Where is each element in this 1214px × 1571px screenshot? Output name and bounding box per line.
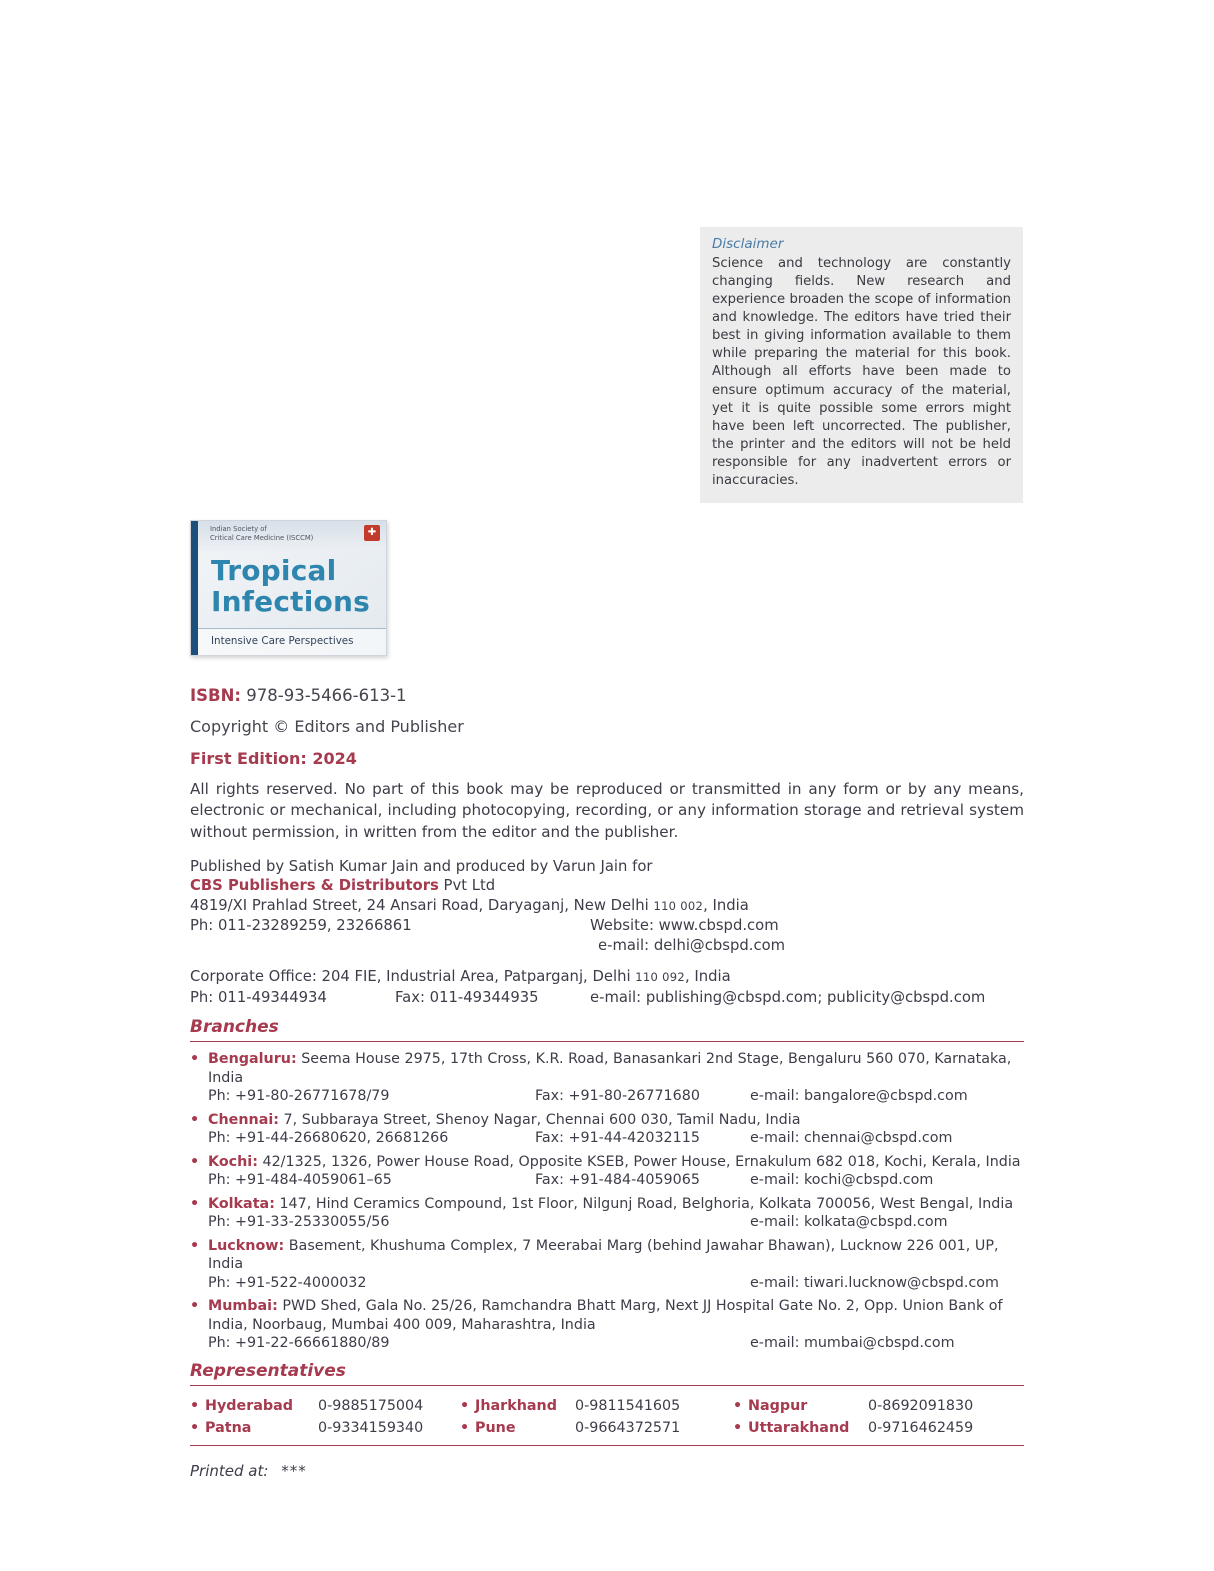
rep-city: Nagpur [748,1397,808,1414]
rep-phone: 0-9885175004 [318,1397,424,1414]
bullet-icon: • [460,1397,470,1414]
publisher-logo-icon: ✚ [364,525,380,541]
publisher-website: Website: www.cbspd.com [590,917,779,935]
branch-city: Mumbai: [208,1298,278,1315]
branch-contact-line [190,1334,1024,1353]
branch-contact-line [190,1213,1024,1232]
branch-item-bengaluru [190,1050,1024,1106]
rep-city: Pune [475,1419,516,1436]
corporate-email: e-mail: publishing@cbspd.com; publicity@cbspd.com [590,988,986,1006]
cover-society-line2: Critical Care Medicine (ISCCM) [210,533,314,542]
book-cover [190,520,387,656]
bullet-icon: • [190,1298,200,1315]
publisher-address-country: , India [703,896,749,914]
branch-email: e-mail: chennai@cbspd.com [750,1130,953,1147]
branch-city: Chennai: [208,1111,279,1128]
branch-address-line [190,1237,1024,1274]
corporate-contact-line [190,988,1024,1008]
cover-title-line1: Tropical [211,554,337,587]
rep-city: Patna [205,1419,252,1436]
printed-at-label: Printed at: [190,1461,269,1480]
branch-city: Kolkata: [208,1195,275,1212]
publisher-name-suffix: Pvt Ltd [443,877,496,895]
isbn-value: 978-93-5466-613-1 [246,686,407,705]
publisher-name-line [190,876,1024,896]
branch-city: Kochi: [208,1153,258,1170]
isbn-line [190,686,1024,705]
rep-city: Jharkhand [475,1397,557,1414]
cover-header [198,521,386,551]
branches-section [190,1017,1024,1353]
rep-phone: 0-9811541605 [575,1397,681,1414]
rep-city-cell [460,1398,575,1414]
rep-phone: 0-9334159340 [318,1419,424,1436]
branch-phone: Ph: +91-522-4000032 [208,1274,367,1291]
branch-address: Basement, Khushuma Complex, 7 Meerabai Marg (behind Jawahar Bhawan), Lucknow 226 001, UP, India [208,1237,999,1273]
corporate-fax: Fax: 011-49344935 [395,988,539,1006]
branch-address: 147, Hind Ceramics Compound, 1st Floor, Nilgunj Road, Belghoria, Kolkata 700056, West Bengal, India [279,1195,1014,1212]
rights-paragraph: All rights reserved. No part of this book may be reproduced or transmitted in any form or by any means, electronic or mechanical, including photocopying, recording, or any information storage and retrieval system without permission, in written from the editor and the publisher. [190,780,1024,841]
bullet-icon: • [190,1419,200,1436]
publisher-block [190,857,1024,956]
branch-fax: Fax: +91-80-26771680 [535,1088,700,1105]
representatives-section [190,1361,1024,1446]
publisher-address-street: 4819/XI Prahlad Street, 24 Ansari Road, Daryaganj, New Delhi [190,896,649,914]
publisher-address [190,896,1024,917]
bullet-icon: • [190,1051,200,1068]
branch-address-line [190,1050,1024,1087]
branch-address-line [190,1153,1024,1172]
bullet-icon: • [190,1237,200,1254]
disclaimer-box [700,227,1023,503]
rep-city-cell [733,1398,868,1414]
publisher-address-pin: 110 002 [653,898,704,913]
rep-phone: 0-9716462459 [868,1419,974,1436]
corporate-phone: Ph: 011-49344934 [190,988,327,1006]
disclaimer-text: Science and technology are constantly changing fields. New research and experience broaden the scope of information and knowledge. The editors have tried their best in giving information available to them while preparing the material for this book. Although all efforts have been made to ensure optimum accuracy of the material, yet it is quite possible some errors might have been left uncorrected. The publisher, the printer and the editors will not be held responsible for any inadvertent errors or inaccuracies. [712,256,1011,488]
branch-phone: Ph: +91-484-4059061–65 [208,1172,392,1189]
branch-contact-line [190,1171,1024,1190]
representatives-heading: Representatives [190,1361,1024,1386]
bullet-icon: • [460,1419,470,1436]
corporate-address [190,967,1024,988]
branch-address-line [190,1111,1024,1130]
branch-address-line [190,1297,1024,1334]
bullet-icon: • [190,1195,200,1212]
rep-city-cell [190,1398,318,1414]
branch-address: Seema House 2975, 17th Cross, K.R. Road, Banasankari 2nd Stage, Bengaluru 560 070, Karnataka, India [208,1051,1012,1086]
corporate-office-block [190,967,1024,1007]
branch-email: e-mail: kochi@cbspd.com [750,1172,934,1189]
branch-address: 7, Subbaraya Street, Shenoy Nagar, Chennai 600 030, Tamil Nadu, India [283,1111,801,1128]
copyright-line: Copyright © Editors and Publisher [190,717,464,736]
corporate-address-street: Corporate Office: 204 FIE, Industrial Area, Patparganj, Delhi [190,968,631,986]
bullet-icon: • [190,1153,200,1170]
branch-address: PWD Shed, Gala No. 25/26, Ramchandra Bhatt Marg, Next JJ Hospital Gate No. 2, Opp. Union Bank of India, Noorbaug, Mumbai 400 009, Maharashtra, India [208,1298,1003,1333]
corporate-address-pin: 110 092 [635,970,685,985]
published-by-line: Published by Satish Kumar Jain and produced by Varun Jain for [190,857,653,875]
rep-city: Hyderabad [205,1397,294,1414]
branch-city: Lucknow: [208,1237,285,1254]
branch-item-chennai [190,1111,1024,1148]
branch-item-mumbai [190,1297,1024,1353]
edition-line: First Edition: 2024 [190,749,357,768]
disclaimer-title: Disclaimer [712,236,784,252]
branch-fax: Fax: +91-484-4059065 [535,1172,700,1189]
cover-subtitle: Intensive Care Perspectives [198,628,386,655]
isbn-label: ISBN: [190,686,242,705]
rep-city-cell [733,1420,868,1436]
branch-item-kolkata [190,1195,1024,1232]
branch-phone: Ph: +91-22-66661880/89 [208,1335,390,1352]
cover-society-line1: Indian Society of [210,525,267,533]
rep-city-cell [190,1420,318,1436]
rep-city: Uttarakhand [748,1419,850,1436]
rep-phone: 0-9664372571 [575,1419,681,1436]
publisher-name: CBS Publishers & Distributors [190,877,439,895]
branch-address: 42/1325, 1326, Power House Road, Opposite KSEB, Power House, Ernakulum 682 018, Kochi, Kerala, India [262,1153,1021,1170]
branch-phone: Ph: +91-80-26771678/79 [208,1088,390,1105]
bullet-icon: • [733,1419,743,1436]
publisher-phone: Ph: 011-23289259, 23266861 [190,917,412,935]
branch-email: e-mail: bangalore@cbspd.com [750,1088,968,1105]
branch-fax: Fax: +91-44-42032115 [535,1130,700,1147]
branch-phone: Ph: +91-44-26680620, 26681266 [208,1130,449,1147]
branch-contact-line [190,1087,1024,1106]
bullet-icon: • [190,1111,200,1128]
rep-phone: 0-8692091830 [868,1397,974,1414]
cover-spine [191,521,198,655]
publisher-contact-line [190,916,1024,936]
representatives-table [190,1394,1024,1446]
branch-item-kochi [190,1153,1024,1190]
bullet-icon: • [190,1397,200,1414]
cover-title-line2: Infections [211,585,370,618]
branch-phone: Ph: +91-33-25330055/56 [208,1214,390,1231]
branch-address-line [190,1195,1024,1214]
branch-email: e-mail: mumbai@cbspd.com [750,1335,955,1352]
branch-email: e-mail: kolkata@cbspd.com [750,1214,948,1231]
branch-contact-line [190,1274,1024,1293]
cover-society-text [210,525,313,543]
publisher-email: e-mail: delhi@cbspd.com [598,936,786,954]
rep-city-cell [460,1420,575,1436]
printed-at-line [190,1462,1024,1480]
branch-email: e-mail: tiwari.lucknow@cbspd.com [750,1274,999,1291]
corporate-address-country: , India [684,968,731,986]
printed-at-value: *** [281,1461,307,1480]
bullet-icon: • [733,1397,743,1414]
branch-item-lucknow [190,1237,1024,1293]
branch-city: Bengaluru: [208,1051,297,1068]
representatives-row [190,1417,1024,1439]
representatives-row [190,1395,1024,1417]
imprint-content [190,686,1024,1480]
branches-heading: Branches [190,1017,1024,1042]
branch-contact-line [190,1129,1024,1148]
